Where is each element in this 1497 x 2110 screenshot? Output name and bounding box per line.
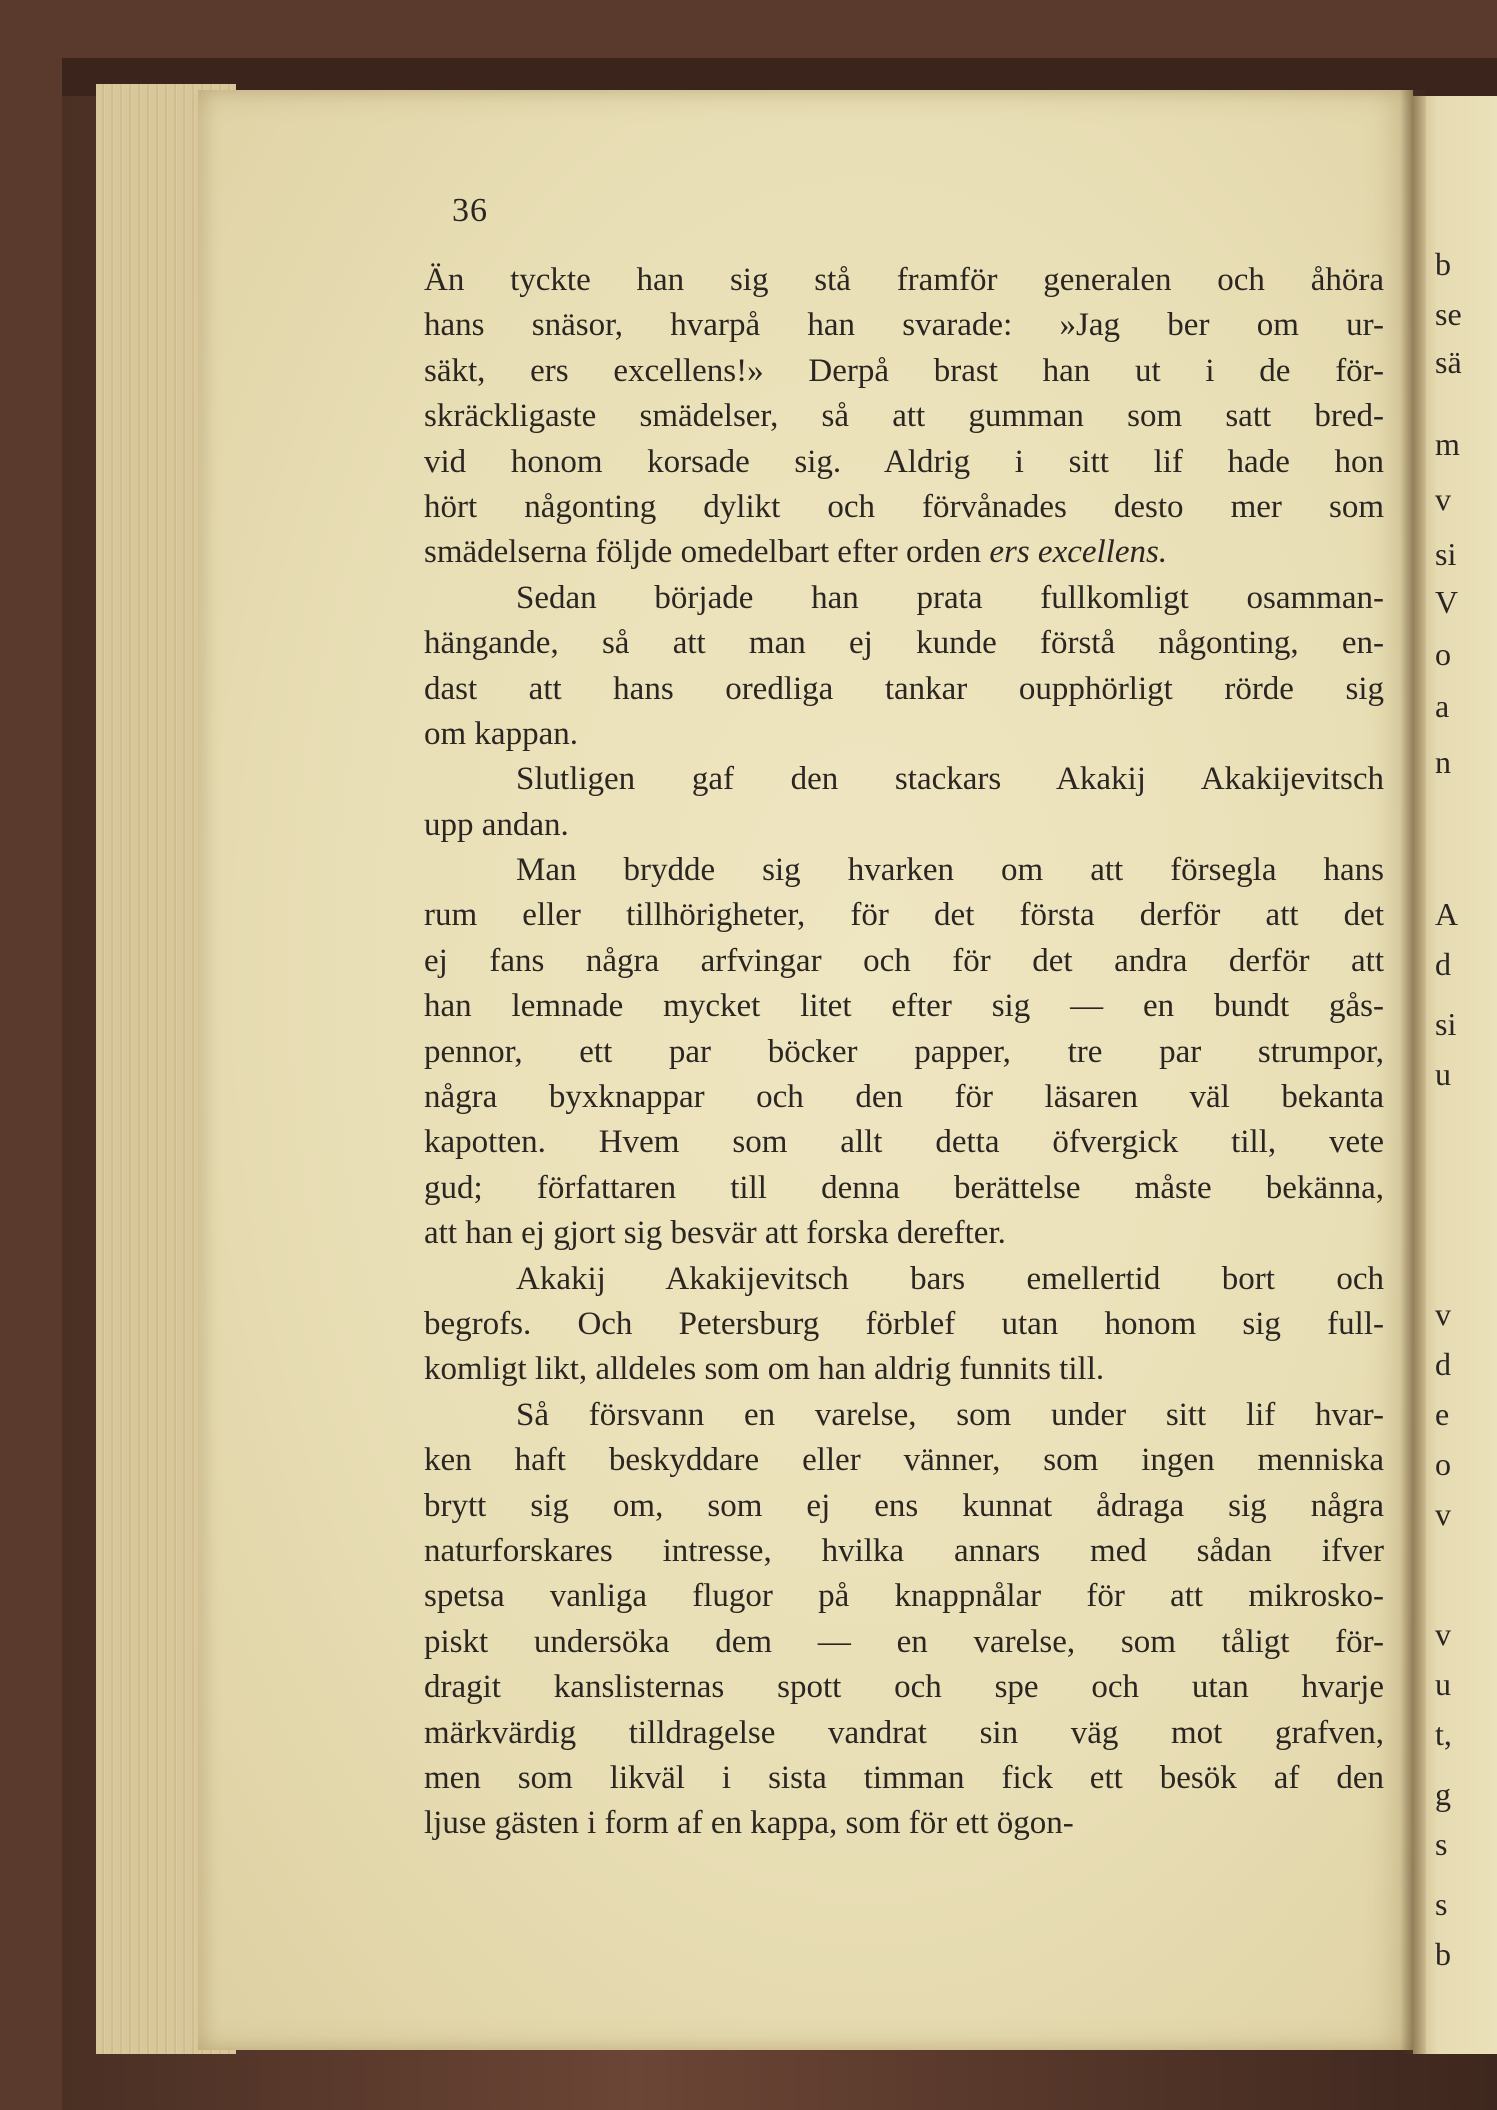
text-line: naturforskares intresse, hvilka annars med sådan ifver [424,1532,1384,1569]
book-gutter [1400,90,1426,2054]
facing-page-fragment: b [1435,1936,1451,1972]
text-line: spetsa vanliga flugor på knappnålar för att mikrosko- [424,1578,1384,1615]
text-line: Man brydde sig hvarken om att försegla hans [516,852,1384,889]
text-line: dast att hans oredliga tankar oupphörligt rörde sig [424,670,1384,707]
facing-page-fragment: A [1435,896,1459,932]
text-line: att han ej gjort sig besvär att forska derefter. [424,1215,1006,1252]
text-line: om kappan. [424,715,578,752]
text-line: gud; författaren till denna berättelse måste bekänna, [424,1169,1384,1206]
facing-page-fragment: si [1435,536,1457,572]
text-line: kapotten. Hvem som allt detta öfvergick till, vete [424,1124,1384,1161]
page-number: 36 [452,192,488,229]
facing-page-fragment: v [1435,1616,1451,1652]
text-line: komligt likt, alldeles som om han aldrig funnits till. [424,1351,1105,1388]
text-line: Akakij Akakijevitsch bars emellertid bort och [516,1260,1384,1297]
facing-page-fragment: d [1435,946,1451,982]
text-line: Än tyckte han sig stå framför generalen och åhöra [424,262,1384,298]
facing-page-fragment: v [1435,481,1451,517]
text-line: upp andan. [424,806,569,843]
facing-page-fragment: b [1435,246,1451,282]
facing-page-fragment: si [1435,1006,1457,1042]
text-line: säkt, ers excellens!» Derpå brast han ut i de för- [424,352,1384,389]
text-line: men som likväl i sista timman fick ett besök af den [424,1759,1384,1796]
text-line: ken haft beskyddare eller vänner, som ingen menniska [424,1442,1384,1479]
page-text [424,258,1384,1847]
text-line: smädelserna följde omedelbart efter orden ers excellens. [424,534,1168,571]
text-line: begrofs. Och Petersburg förblef utan honom sig full- [424,1305,1384,1342]
text-line: rum eller tillhörigheter, för det första derför att det [424,897,1384,934]
text-line: några byxknappar och den för läsaren väl bekanta [424,1079,1384,1116]
facing-page-fragment: t, [1435,1716,1452,1752]
text-line: märkvärdig tilldragelse vandrat sin väg mot grafven, [424,1714,1384,1751]
text-line: hört någonting dylikt och förvånades desto mer som [424,488,1384,525]
facing-page-fragment: v [1435,1496,1451,1532]
text-line: Slutligen gaf den stackars Akakij Akakijevitsch [516,761,1384,798]
text-line: brytt sig om, som ej ens kunnat ådraga sig några [424,1487,1384,1524]
facing-page-fragment: e [1435,1396,1450,1432]
text-line: ej fans några arfvingar och för det andra derför att [424,942,1384,979]
facing-page-fragment: o [1435,636,1451,672]
facing-page-fragment: g [1435,1776,1451,1812]
facing-page-fragment: v [1435,1296,1451,1332]
text-line: pennor, ett par böcker papper, tre par strumpor, [424,1033,1384,1070]
facing-page-fragment: d [1435,1346,1451,1382]
facing-page-fragment: se [1435,296,1462,332]
facing-page-fragment: sä [1435,344,1462,380]
text-line: Så försvann en varelse, som under sitt lif hvar- [516,1396,1384,1433]
facing-page-fragment: u [1435,1056,1451,1092]
facing-page-fragment: n [1435,744,1451,780]
text-line: han lemnade mycket litet efter sig — en bundt gås- [424,988,1384,1025]
facing-page-fragment: a [1435,688,1450,724]
facing-page-fragment: s [1435,1886,1448,1922]
emphasis-text: ers excellens. [989,534,1168,571]
text-line: hans snäsor, hvarpå han svarade: »Jag ber om ur- [424,307,1384,344]
text-line: dragit kanslisternas spott och spe och utan hvarje [424,1669,1384,1706]
text-line: piskt undersöka dem — en varelse, som tåligt för- [424,1623,1384,1660]
facing-page-fragment: V [1435,584,1459,620]
text-line: Sedan började han prata fullkomligt osamman- [516,579,1384,616]
text-line: vid honom korsade sig. Aldrig i sitt lif hade hon [424,443,1384,480]
facing-page-fragment: s [1435,1826,1448,1862]
facing-page-fragment: m [1435,426,1460,462]
facing-page-fragment: u [1435,1666,1451,1702]
text-line: ljuse gästen i form af en kappa, som för ett ögon- [424,1805,1074,1842]
text-line: skräckligaste smädelser, så att gumman som satt bred- [424,398,1384,435]
text-line: hängande, så att man ej kunde förstå någonting, en- [424,625,1384,662]
facing-page-fragment: o [1435,1446,1451,1482]
